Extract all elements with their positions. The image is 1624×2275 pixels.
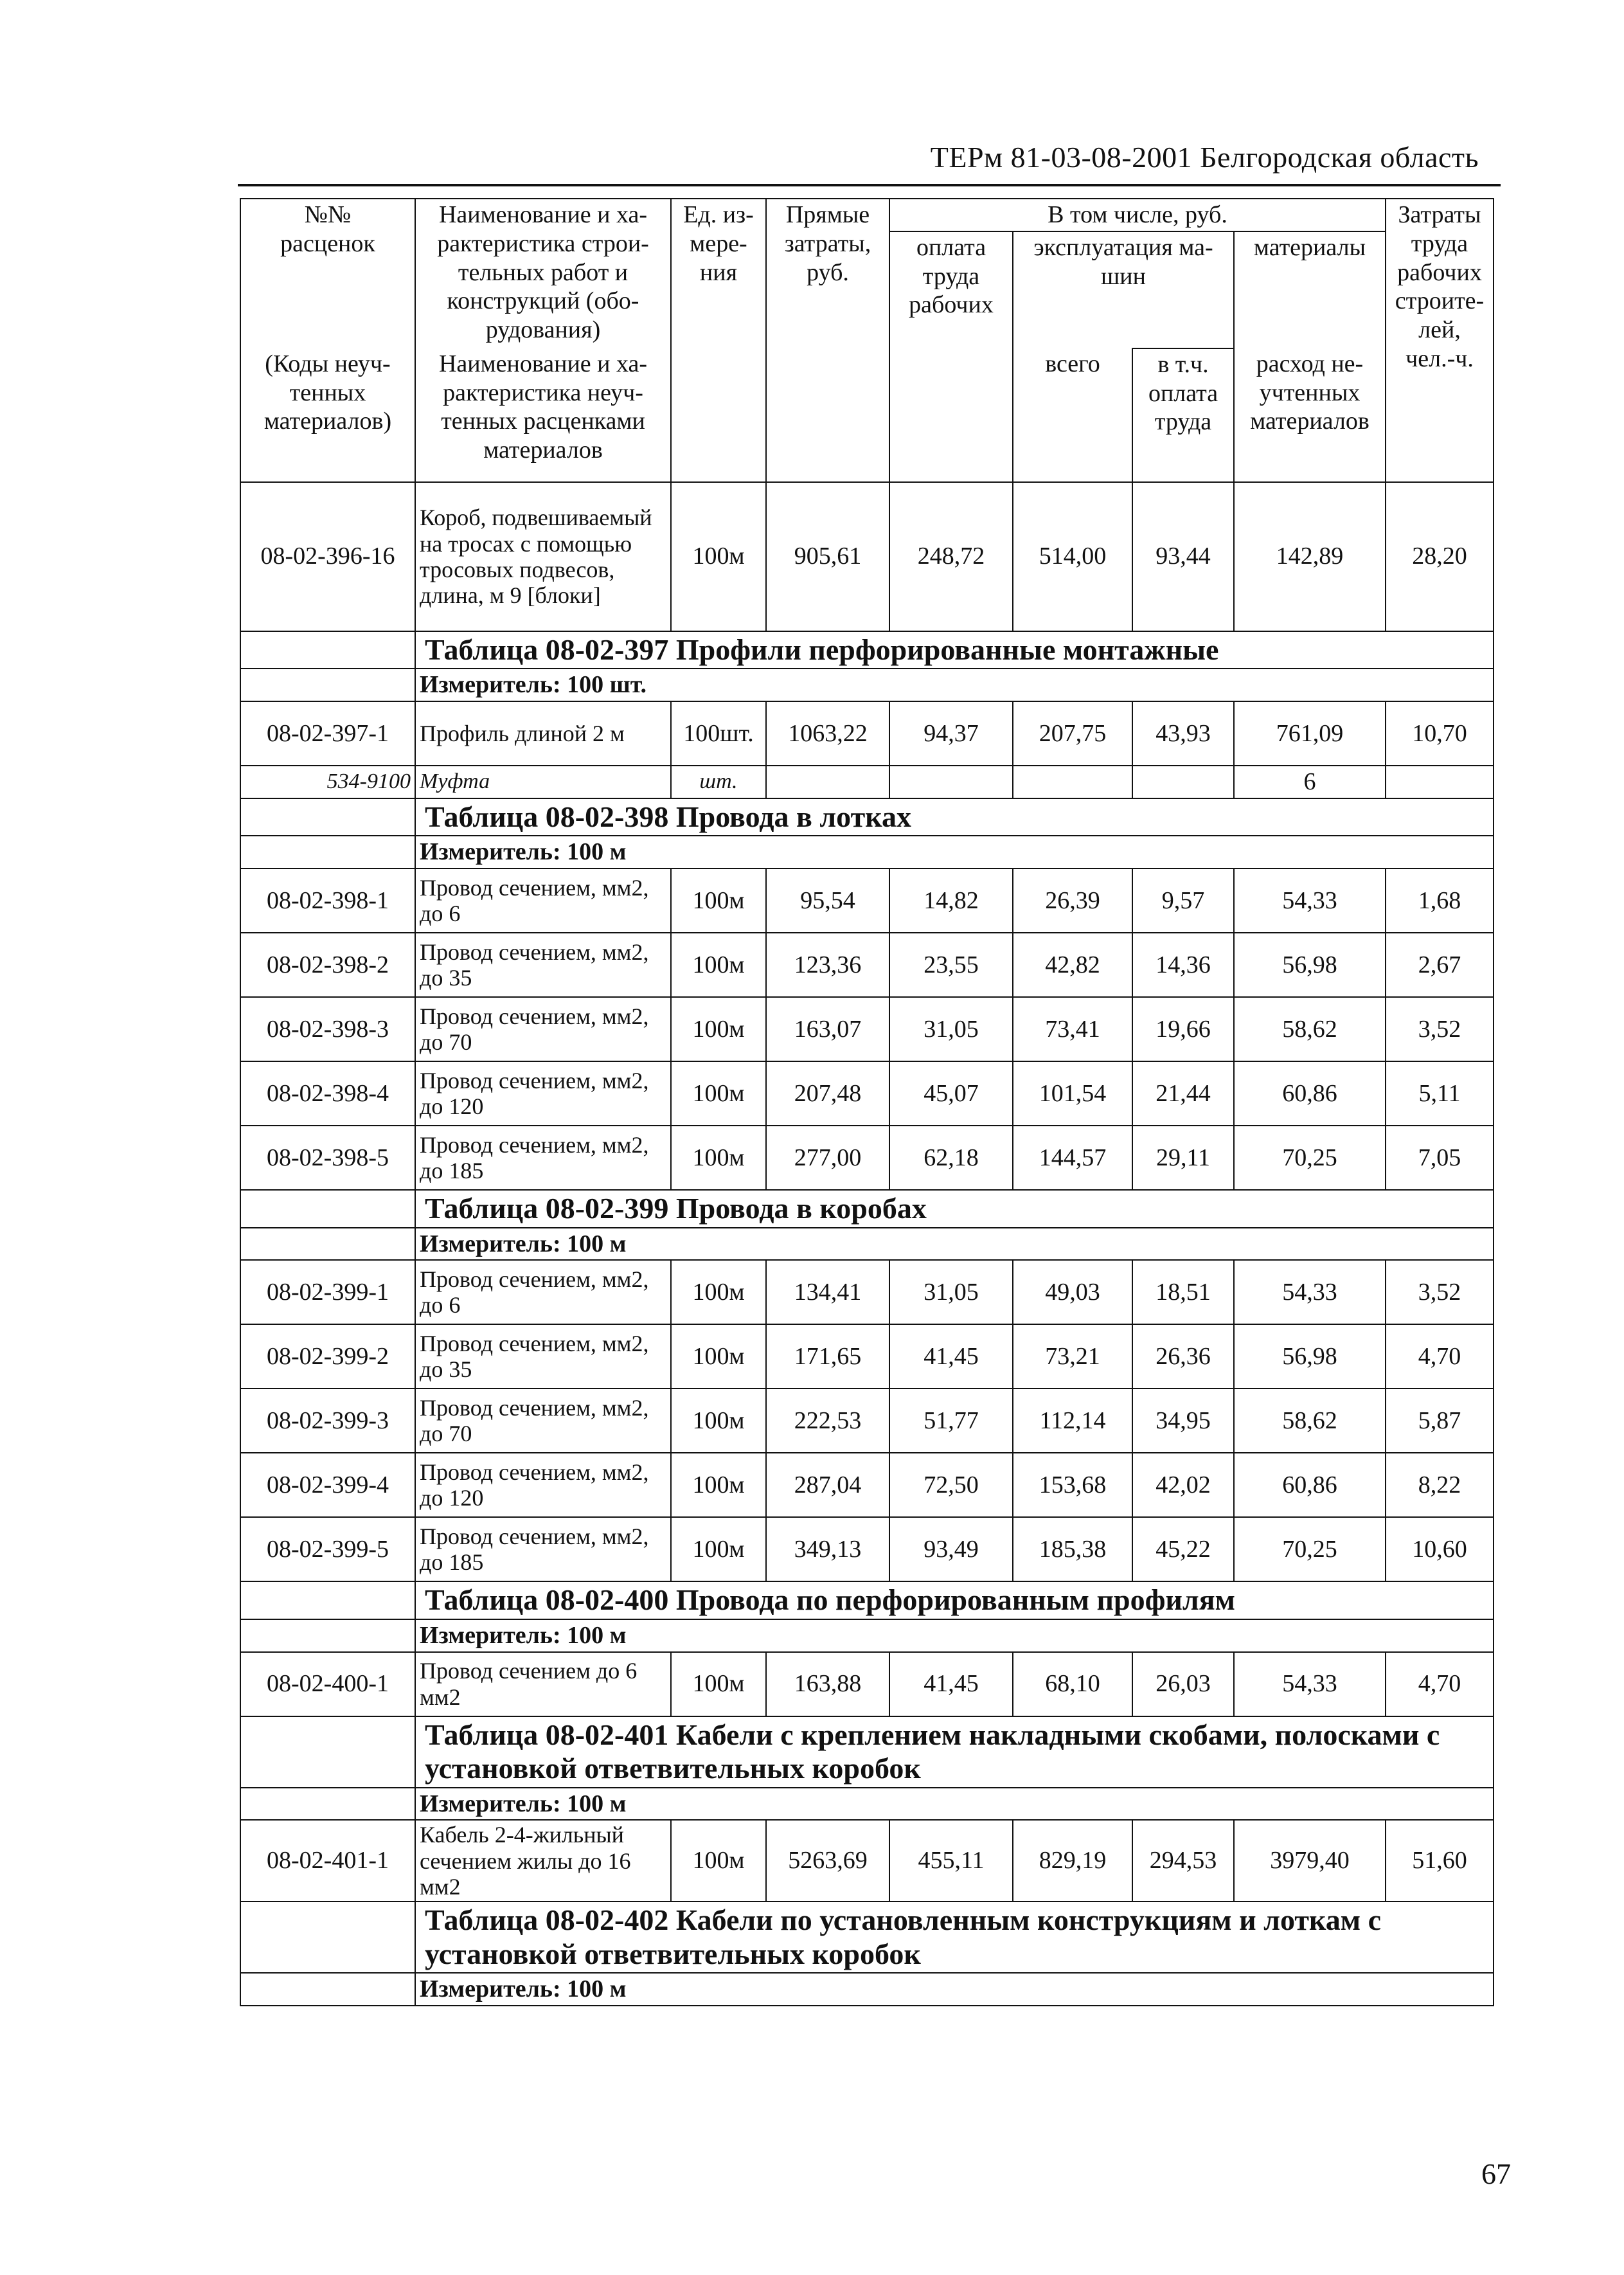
machines-wage-cell — [1132, 766, 1234, 798]
direct-cost-cell: 1063,22 — [766, 701, 889, 766]
name-cell: Провод сечением, мм2, до 185 — [415, 1517, 671, 1581]
unit-cell: 100м — [671, 1126, 766, 1190]
machines-wage-cell: 14,36 — [1132, 933, 1234, 997]
materials-cell: 142,89 — [1234, 482, 1386, 631]
measure-row — [240, 669, 1494, 701]
measure-row — [240, 1619, 1494, 1652]
name-cell: Провод сечением, мм2, до 70 — [415, 997, 671, 1061]
rate-row — [240, 1126, 1494, 1190]
machines-wage-cell: 26,03 — [1132, 1652, 1234, 1716]
wage-cell: 41,45 — [889, 1652, 1013, 1716]
wage-cell: 23,55 — [889, 933, 1013, 997]
rates-table — [240, 198, 1494, 2006]
materials-cell: 58,62 — [1234, 1389, 1386, 1453]
code-cell: 08-02-399-2 — [240, 1324, 415, 1389]
table-title-row — [240, 1581, 1494, 1619]
table-title: Таблица 08-02-399 Провода в коробах — [415, 1190, 1494, 1227]
unit-cell: шт. — [671, 766, 766, 798]
labor-cell: 3,52 — [1386, 1260, 1494, 1324]
unit-cell: 100м — [671, 1389, 766, 1453]
labor-cell: 3,52 — [1386, 997, 1494, 1061]
unit-cell: 100м — [671, 1324, 766, 1389]
name-cell: Кабель 2-4-жильный сечением жилы до 16 мм2 — [415, 1820, 671, 1902]
measure-row — [240, 1973, 1494, 2006]
wage-cell: 72,50 — [889, 1453, 1013, 1517]
wage-cell: 455,11 — [889, 1820, 1013, 1902]
direct-cost-cell: 5263,69 — [766, 1820, 889, 1902]
machines-cell: 73,21 — [1013, 1324, 1132, 1389]
col-mach-wage-header: в т.ч. оплата труда — [1132, 348, 1234, 482]
rate-row — [240, 1517, 1494, 1581]
measure-row — [240, 1788, 1494, 1821]
column-header-row-1 — [240, 199, 1494, 231]
table-title-row — [240, 1902, 1494, 1973]
code-cell — [240, 836, 415, 868]
code-cell — [240, 1581, 415, 1619]
labor-cell: 1,68 — [1386, 868, 1494, 933]
wage-cell: 94,37 — [889, 701, 1013, 766]
rate-row — [240, 1820, 1494, 1902]
machines-cell: 112,14 — [1013, 1389, 1132, 1453]
col-name-header: Наименование и ха- рактеристика строи- тельных работ и конструкций (обо- рудования) — [415, 199, 671, 348]
labor-cell — [1386, 766, 1494, 798]
materials-cell: 6 — [1234, 766, 1386, 798]
labor-cell: 7,05 — [1386, 1126, 1494, 1190]
labor-cell: 4,70 — [1386, 1324, 1494, 1389]
rate-row — [240, 1389, 1494, 1453]
machines-cell — [1013, 766, 1132, 798]
wage-cell: 41,45 — [889, 1324, 1013, 1389]
code-cell: 08-02-398-5 — [240, 1126, 415, 1190]
header-rule — [238, 184, 1501, 186]
machines-cell: 26,39 — [1013, 868, 1132, 933]
direct-cost-cell: 207,48 — [766, 1061, 889, 1126]
machines-cell: 514,00 — [1013, 482, 1132, 631]
unit-cell: 100м — [671, 1453, 766, 1517]
machines-wage-cell: 43,93 — [1132, 701, 1234, 766]
materials-cell: 761,09 — [1234, 701, 1386, 766]
rate-row — [240, 933, 1494, 997]
materials-cell: 58,62 — [1234, 997, 1386, 1061]
machines-wage-cell: 93,44 — [1132, 482, 1234, 631]
name-cell: Провод сечением, мм2, до 70 — [415, 1389, 671, 1453]
col-code-header: №№ расценок — [240, 199, 415, 348]
col-labor-header: Затраты труда рабочих строите- лей, чел.-ч. — [1386, 199, 1494, 482]
name-cell: Профиль длиной 2 м — [415, 701, 671, 766]
machines-wage-cell: 21,44 — [1132, 1061, 1234, 1126]
measure-unit: Измеритель: 100 м — [415, 836, 1494, 868]
machines-wage-cell: 34,95 — [1132, 1389, 1234, 1453]
name-cell: Короб, подвешиваемый на тросах с помощью тросовых подвесов, длина, м 9 [блоки] — [415, 482, 671, 631]
col-name2-header: Наименование и ха- рактеристика неуч- тенных расценками материалов — [415, 348, 671, 482]
wage-cell: 45,07 — [889, 1061, 1013, 1126]
rate-row — [240, 1061, 1494, 1126]
code-cell: 08-02-397-1 — [240, 701, 415, 766]
measure-unit: Измеритель: 100 м — [415, 1788, 1494, 1821]
materials-cell: 60,86 — [1234, 1061, 1386, 1126]
materials-cell: 54,33 — [1234, 1652, 1386, 1716]
labor-cell: 5,87 — [1386, 1389, 1494, 1453]
direct-cost-cell: 171,65 — [766, 1324, 889, 1389]
machines-wage-cell: 18,51 — [1132, 1260, 1234, 1324]
labor-cell: 8,22 — [1386, 1453, 1494, 1517]
direct-cost-cell: 163,07 — [766, 997, 889, 1061]
labor-cell: 2,67 — [1386, 933, 1494, 997]
code-cell — [240, 1788, 415, 1821]
code-cell — [240, 1973, 415, 2006]
machines-cell: 207,75 — [1013, 701, 1132, 766]
col-code2-header: (Коды неуч- тенных материалов) — [240, 348, 415, 482]
unit-cell: 100шт. — [671, 701, 766, 766]
code-cell: 08-02-400-1 — [240, 1652, 415, 1716]
wage-cell: 31,05 — [889, 997, 1013, 1061]
machines-wage-cell: 294,53 — [1132, 1820, 1234, 1902]
measure-unit: Измеритель: 100 м — [415, 1973, 1494, 2006]
materials-cell: 3979,40 — [1234, 1820, 1386, 1902]
code-cell: 08-02-396-16 — [240, 482, 415, 631]
code-cell: 08-02-399-1 — [240, 1260, 415, 1324]
labor-cell: 28,20 — [1386, 482, 1494, 631]
material-row — [240, 766, 1494, 798]
col-machines-header: эксплуатация ма- шин — [1013, 231, 1234, 348]
unit-cell: 100м — [671, 868, 766, 933]
machines-wage-cell: 26,36 — [1132, 1324, 1234, 1389]
measure-row — [240, 1228, 1494, 1261]
name-cell: Провод сечением, мм2, до 185 — [415, 1126, 671, 1190]
col-wage-header: оплата труда рабочих — [889, 231, 1013, 482]
rate-row — [240, 1324, 1494, 1389]
machines-cell: 185,38 — [1013, 1517, 1132, 1581]
measure-unit: Измеритель: 100 м — [415, 1228, 1494, 1261]
wage-cell — [889, 766, 1013, 798]
unit-cell: 100м — [671, 1517, 766, 1581]
col-direct-header: Прямые затраты, руб. — [766, 199, 889, 482]
machines-cell: 101,54 — [1013, 1061, 1132, 1126]
measure-unit: Измеритель: 100 шт. — [415, 669, 1494, 701]
code-cell — [240, 1619, 415, 1652]
machines-cell: 42,82 — [1013, 933, 1132, 997]
code-cell — [240, 669, 415, 701]
code-cell — [240, 1902, 415, 1973]
unit-cell: 100м — [671, 1260, 766, 1324]
direct-cost-cell: 349,13 — [766, 1517, 889, 1581]
direct-cost-cell: 95,54 — [766, 868, 889, 933]
table-title: Таблица 08-02-397 Профили перфорированные монтажные — [415, 631, 1494, 669]
machines-cell: 49,03 — [1013, 1260, 1132, 1324]
machines-cell: 68,10 — [1013, 1652, 1132, 1716]
direct-cost-cell: 222,53 — [766, 1389, 889, 1453]
wage-cell: 14,82 — [889, 868, 1013, 933]
code-cell: 08-02-398-2 — [240, 933, 415, 997]
unit-cell: 100м — [671, 1061, 766, 1126]
materials-cell: 60,86 — [1234, 1453, 1386, 1517]
code-cell: 08-02-398-3 — [240, 997, 415, 1061]
table-title-row — [240, 798, 1494, 836]
rate-row — [240, 482, 1494, 631]
materials-cell: 56,98 — [1234, 933, 1386, 997]
table-title-row — [240, 1716, 1494, 1788]
direct-cost-cell: 163,88 — [766, 1652, 889, 1716]
table-title-row — [240, 1190, 1494, 1227]
name-cell: Провод сечением, мм2, до 35 — [415, 1324, 671, 1389]
labor-cell: 10,60 — [1386, 1517, 1494, 1581]
labor-cell: 10,70 — [1386, 701, 1494, 766]
code-cell: 08-02-398-4 — [240, 1061, 415, 1126]
code-cell: 08-02-398-1 — [240, 868, 415, 933]
materials-cell: 54,33 — [1234, 1260, 1386, 1324]
unit-cell: 100м — [671, 997, 766, 1061]
page-header: ТЕРм 81-03-08-2001 Белгородская область — [930, 141, 1479, 174]
machines-wage-cell: 19,66 — [1132, 997, 1234, 1061]
table-title: Таблица 08-02-402 Кабели по установленным конструкциям и лоткам с установкой ответвительных коробок — [415, 1902, 1494, 1973]
name-cell: Муфта — [415, 766, 671, 798]
name-cell: Провод сечением, мм2, до 120 — [415, 1061, 671, 1126]
code-cell: 08-02-399-5 — [240, 1517, 415, 1581]
name-cell: Провод сечением, мм2, до 6 — [415, 868, 671, 933]
col-unit-header: Ед. из- мере- ния — [671, 199, 766, 482]
machines-cell: 73,41 — [1013, 997, 1132, 1061]
direct-cost-cell: 905,61 — [766, 482, 889, 631]
table-title: Таблица 08-02-401 Кабели с креплением накладными скобами, полосками с установкой ответвительных коробок — [415, 1716, 1494, 1788]
page-number: 67 — [1481, 2157, 1511, 2190]
measure-row — [240, 836, 1494, 868]
rate-row — [240, 868, 1494, 933]
materials-cell: 56,98 — [1234, 1324, 1386, 1389]
materials-cell: 54,33 — [1234, 868, 1386, 933]
table-title-row — [240, 631, 1494, 669]
code-cell — [240, 631, 415, 669]
table-title: Таблица 08-02-400 Провода по перфорированным профилям — [415, 1581, 1494, 1619]
rate-row — [240, 997, 1494, 1061]
machines-cell: 153,68 — [1013, 1453, 1132, 1517]
direct-cost-cell: 277,00 — [766, 1126, 889, 1190]
col-mat2-header: расход не- учтенных материалов — [1234, 348, 1386, 482]
machines-cell: 144,57 — [1013, 1126, 1132, 1190]
code-cell — [240, 1190, 415, 1227]
unit-cell: 100м — [671, 1652, 766, 1716]
rate-row — [240, 1260, 1494, 1324]
wage-cell: 62,18 — [889, 1126, 1013, 1190]
code-cell: 08-02-401-1 — [240, 1820, 415, 1902]
machines-wage-cell: 42,02 — [1132, 1453, 1234, 1517]
direct-cost-cell: 134,41 — [766, 1260, 889, 1324]
machines-cell: 829,19 — [1013, 1820, 1132, 1902]
rate-row — [240, 1453, 1494, 1517]
direct-cost-cell: 123,36 — [766, 933, 889, 997]
code-cell — [240, 1716, 415, 1788]
measure-unit: Измеритель: 100 м — [415, 1619, 1494, 1652]
labor-cell: 4,70 — [1386, 1652, 1494, 1716]
materials-cell: 70,25 — [1234, 1517, 1386, 1581]
rate-row — [240, 701, 1494, 766]
code-cell: 534-9100 — [240, 766, 415, 798]
direct-cost-cell — [766, 766, 889, 798]
col-mach-total-header: всего — [1013, 348, 1132, 482]
wage-cell: 93,49 — [889, 1517, 1013, 1581]
name-cell: Провод сечением, мм2, до 120 — [415, 1453, 671, 1517]
unit-cell: 100м — [671, 482, 766, 631]
table-title: Таблица 08-02-398 Провода в лотках — [415, 798, 1494, 836]
unit-cell: 100м — [671, 1820, 766, 1902]
labor-cell: 51,60 — [1386, 1820, 1494, 1902]
machines-wage-cell: 45,22 — [1132, 1517, 1234, 1581]
col-materials-header: материалы — [1234, 231, 1386, 348]
unit-cell: 100м — [671, 933, 766, 997]
machines-wage-cell: 29,11 — [1132, 1126, 1234, 1190]
name-cell: Провод сечением до 6 мм2 — [415, 1652, 671, 1716]
code-cell — [240, 798, 415, 836]
wage-cell: 51,77 — [889, 1389, 1013, 1453]
rate-row — [240, 1652, 1494, 1716]
wage-cell: 31,05 — [889, 1260, 1013, 1324]
name-cell: Провод сечением, мм2, до 35 — [415, 933, 671, 997]
code-cell — [240, 1228, 415, 1261]
col-incl-header: В том числе, руб. — [889, 199, 1386, 231]
materials-cell: 70,25 — [1234, 1126, 1386, 1190]
machines-wage-cell: 9,57 — [1132, 868, 1234, 933]
code-cell: 08-02-399-4 — [240, 1453, 415, 1517]
wage-cell: 248,72 — [889, 482, 1013, 631]
labor-cell: 5,11 — [1386, 1061, 1494, 1126]
name-cell: Провод сечением, мм2, до 6 — [415, 1260, 671, 1324]
direct-cost-cell: 287,04 — [766, 1453, 889, 1517]
code-cell: 08-02-399-3 — [240, 1389, 415, 1453]
